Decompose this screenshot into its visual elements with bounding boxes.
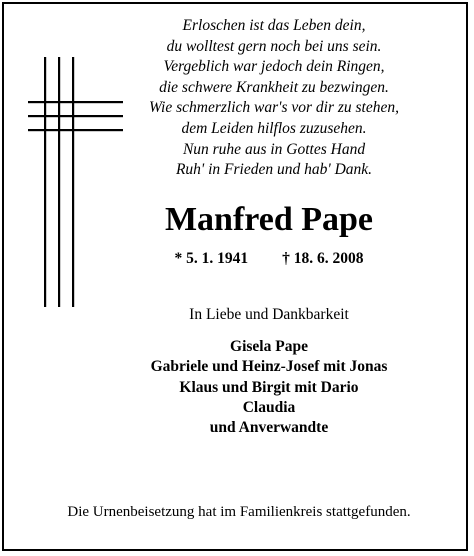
mourners-list (84, 337, 454, 438)
mourner: und Anverwandte (209, 419, 329, 437)
burial-note: Die Urnenbeisetzung hat im Familienkreis stattgefunden. (67, 504, 411, 520)
poem-line: du wolltest gern noch bei uns sein. (166, 37, 382, 55)
poem-line: dem Leiden hilflos zuzusehen. (181, 119, 367, 137)
mourner: Klaus und Birgit mit Dario (179, 378, 359, 396)
death-date: † 18. 6. 2008 (282, 250, 364, 267)
poem-line: Erloschen ist das Leben dein, (182, 17, 366, 34)
poem-line: Vergeblich war jedoch dein Ringen, (163, 58, 385, 76)
poem-line: Ruh' in Frieden und hab' Dank. (175, 161, 373, 179)
cross-bar-horizontal-2 (28, 115, 123, 117)
cross-bar-vertical-3 (72, 57, 74, 307)
mourner: Gisela Pape (230, 338, 308, 355)
dedication: In Liebe und Dankbarkeit (189, 306, 349, 323)
deceased-name: Manfred Pape (164, 201, 374, 238)
cross-bar-vertical-1 (44, 57, 46, 307)
poem-line: Nun ruhe aus in Gottes Hand (182, 140, 366, 158)
birth-date: * 5. 1. 1941 (174, 250, 249, 267)
cross-bar-horizontal-1 (28, 101, 123, 103)
poem-line: Wie schmerzlich war's vor dir zu stehen, (148, 99, 399, 117)
poem (84, 16, 464, 181)
obituary-frame (2, 2, 468, 551)
cross-bar-horizontal-3 (28, 129, 123, 131)
mourner: Gabriele und Heinz-Josef mit Jonas (150, 358, 388, 376)
cross-bar-vertical-2 (58, 57, 60, 307)
mourner: Claudia (242, 398, 296, 416)
life-dates (104, 249, 434, 269)
poem-line: die schwere Krankheit zu bezwingen. (159, 78, 389, 96)
cross-icon (28, 57, 123, 307)
